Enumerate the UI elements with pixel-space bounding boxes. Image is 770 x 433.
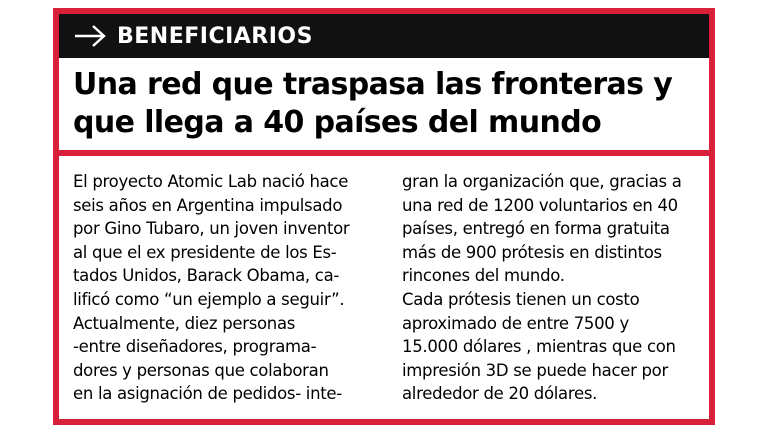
body-line: dores y personas que colaboran: [73, 360, 329, 380]
body-line: rincones del mundo.: [402, 266, 565, 286]
section-header: [59, 14, 709, 58]
body-line: en la asignación de pedidos- inte-: [73, 384, 342, 404]
body-column-right: [402, 170, 702, 406]
body-line: alrededor de 20 dólares.: [402, 384, 598, 404]
body-line: El proyecto Atomic Lab nació hace: [73, 172, 349, 191]
body-line: al que el ex presidente de los Es-: [73, 242, 337, 262]
body-line: Actualmente, diez personas: [73, 313, 296, 333]
body-line: impresión 3D se puede hacer por: [402, 360, 668, 380]
body-line: países, entregó en forma gratuita: [402, 219, 670, 239]
body-line: por Gino Tubaro, un joven inventor: [73, 219, 350, 239]
body-line: más de 900 prótesis en distintos: [402, 242, 662, 262]
body-line: -entre diseñadores, programa-: [73, 337, 317, 357]
body-line: 15.000 dólares , mientras que con: [402, 337, 676, 357]
body-line: lificó como “un ejemplo a seguir”.: [73, 289, 345, 309]
body-line: aproximado de entre 7500 y: [402, 313, 629, 333]
headline-line: que llega a 40 países del mundo: [73, 105, 602, 140]
arrow-right-icon: [73, 23, 107, 49]
body-line: gran la organización que, gracias a: [402, 172, 682, 191]
headline: [73, 66, 698, 142]
body-column-left: [73, 170, 383, 406]
body-line: una red de 1200 voluntarios en 40: [402, 195, 678, 215]
body-line: seis años en Argentina impulsado: [73, 195, 343, 215]
section-label: BENEFICIARIOS: [117, 23, 313, 49]
headline-line: Una red que traspasa las fronteras y: [73, 67, 673, 102]
article-box: [53, 8, 715, 425]
body-line: Cada prótesis tienen un costo: [402, 289, 640, 309]
divider: [59, 150, 709, 156]
body-line: tados Unidos, Barack Obama, ca-: [73, 266, 340, 286]
